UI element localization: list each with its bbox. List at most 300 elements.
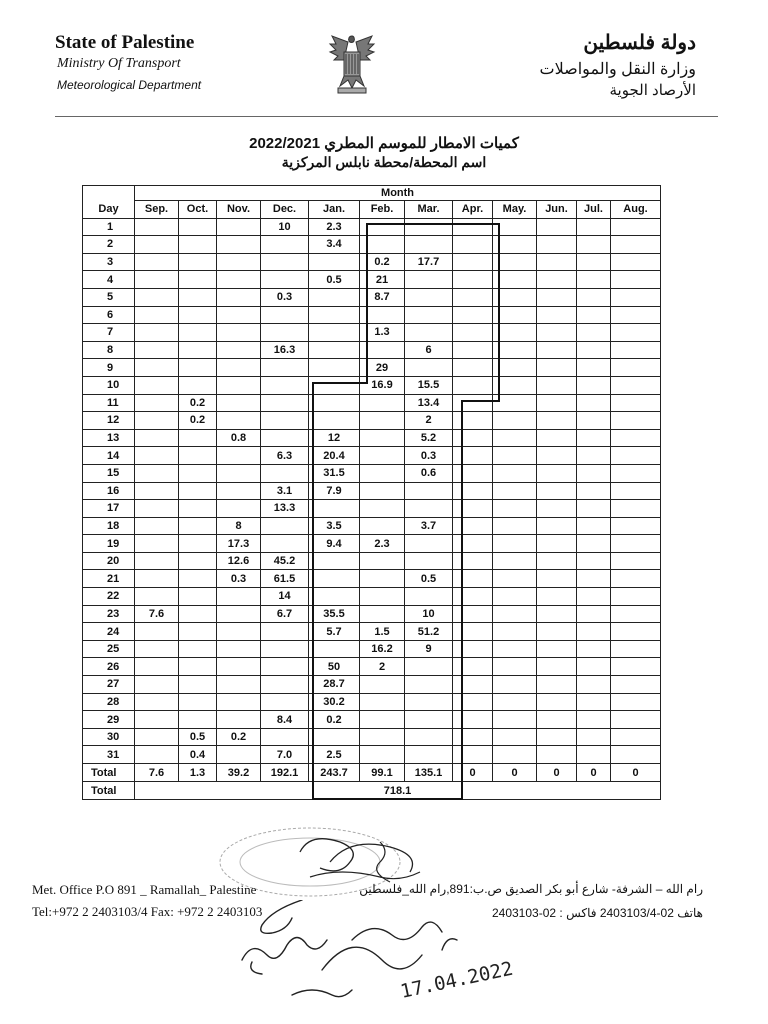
rainfall-cell bbox=[179, 623, 217, 641]
rainfall-cell bbox=[309, 412, 360, 430]
day-number-cell: 18 bbox=[83, 517, 135, 535]
rainfall-cell bbox=[405, 482, 453, 500]
rainfall-cell bbox=[179, 447, 217, 465]
rainfall-cell bbox=[179, 552, 217, 570]
table-row bbox=[83, 570, 661, 588]
rainfall-cell: 0.6 bbox=[405, 464, 453, 482]
rainfall-cell bbox=[261, 271, 309, 289]
rainfall-cell bbox=[405, 676, 453, 694]
rainfall-cell bbox=[135, 412, 179, 430]
month-header-oct: Oct. bbox=[179, 201, 217, 219]
rainfall-cell bbox=[179, 640, 217, 658]
rainfall-cell bbox=[537, 376, 577, 394]
rainfall-cell bbox=[135, 341, 179, 359]
rainfall-cell bbox=[493, 517, 537, 535]
rainfall-cell bbox=[493, 623, 537, 641]
rainfall-cell bbox=[493, 570, 537, 588]
rainfall-cell bbox=[179, 288, 217, 306]
monthly-total-cell: 0 bbox=[537, 764, 577, 782]
rainfall-cell bbox=[537, 517, 577, 535]
monthly-total-cell: 0 bbox=[493, 764, 537, 782]
table-row bbox=[83, 623, 661, 641]
rainfall-cell bbox=[309, 640, 360, 658]
rainfall-cell: 16.2 bbox=[360, 640, 405, 658]
day-number-cell: 2 bbox=[83, 236, 135, 254]
day-label: Day bbox=[83, 201, 135, 219]
rainfall-cell: 0.5 bbox=[405, 570, 453, 588]
table-row bbox=[83, 412, 661, 430]
rainfall-cell bbox=[493, 412, 537, 430]
rainfall-cell bbox=[135, 306, 179, 324]
rainfall-cell bbox=[453, 693, 493, 711]
rainfall-cell bbox=[577, 711, 611, 729]
rainfall-cell bbox=[135, 464, 179, 482]
rainfall-cell bbox=[577, 376, 611, 394]
rainfall-cell bbox=[309, 570, 360, 588]
rainfall-cell bbox=[577, 746, 611, 764]
rainfall-cell bbox=[405, 359, 453, 377]
rainfall-cell bbox=[453, 517, 493, 535]
rainfall-cell bbox=[453, 623, 493, 641]
table-row bbox=[83, 447, 661, 465]
month-header-row bbox=[83, 186, 661, 201]
rainfall-cell bbox=[135, 676, 179, 694]
rainfall-cell bbox=[217, 500, 261, 518]
rainfall-cell bbox=[261, 412, 309, 430]
rainfall-cell: 31.5 bbox=[309, 464, 360, 482]
rainfall-table bbox=[82, 185, 661, 800]
rainfall-cell bbox=[537, 359, 577, 377]
rainfall-cell bbox=[261, 324, 309, 342]
station-name: اسم المحطة/محطة نابلس المركزية bbox=[281, 154, 487, 170]
table-row bbox=[83, 429, 661, 447]
rainfall-cell: 14 bbox=[261, 588, 309, 606]
season-box-left-lower bbox=[312, 382, 314, 800]
rainfall-cell bbox=[611, 746, 661, 764]
rainfall-cell bbox=[577, 464, 611, 482]
rainfall-cell bbox=[360, 429, 405, 447]
table-row bbox=[83, 728, 661, 746]
rainfall-cell bbox=[217, 676, 261, 694]
rainfall-cell bbox=[135, 658, 179, 676]
rainfall-cell bbox=[217, 341, 261, 359]
rainfall-cell bbox=[453, 236, 493, 254]
rainfall-cell bbox=[611, 359, 661, 377]
rainfall-cell bbox=[577, 500, 611, 518]
rainfall-cell bbox=[493, 676, 537, 694]
rainfall-cell bbox=[261, 253, 309, 271]
rainfall-cell bbox=[611, 640, 661, 658]
rainfall-cell bbox=[537, 482, 577, 500]
rainfall-cell bbox=[453, 711, 493, 729]
rainfall-cell bbox=[261, 640, 309, 658]
month-header-jun: Jun. bbox=[537, 201, 577, 219]
rainfall-cell bbox=[611, 605, 661, 623]
rainfall-cell bbox=[493, 605, 537, 623]
table-row bbox=[83, 552, 661, 570]
day-number-cell: 1 bbox=[83, 218, 135, 236]
day-number-cell: 21 bbox=[83, 570, 135, 588]
month-header-nov: Nov. bbox=[217, 201, 261, 219]
rainfall-cell bbox=[453, 412, 493, 430]
rainfall-cell bbox=[217, 359, 261, 377]
rainfall-cell bbox=[261, 623, 309, 641]
rainfall-cell bbox=[537, 324, 577, 342]
rainfall-cell bbox=[405, 746, 453, 764]
rainfall-cell bbox=[577, 394, 611, 412]
rainfall-cell bbox=[405, 271, 453, 289]
month-header-jul: Jul. bbox=[577, 201, 611, 219]
rainfall-cell: 2 bbox=[405, 412, 453, 430]
rainfall-cell bbox=[217, 640, 261, 658]
rainfall-cell bbox=[537, 535, 577, 553]
rainfall-cell bbox=[611, 482, 661, 500]
table-row bbox=[83, 517, 661, 535]
rainfall-cell bbox=[537, 658, 577, 676]
monthly-total-cell: 135.1 bbox=[405, 764, 453, 782]
rainfall-cell bbox=[261, 535, 309, 553]
header-arabic bbox=[540, 30, 696, 99]
rainfall-cell bbox=[453, 324, 493, 342]
rainfall-cell bbox=[537, 288, 577, 306]
rainfall-cell bbox=[179, 588, 217, 606]
rainfall-cell bbox=[537, 271, 577, 289]
monthly-total-cell: 243.7 bbox=[309, 764, 360, 782]
rainfall-cell: 45.2 bbox=[261, 552, 309, 570]
rainfall-cell bbox=[577, 341, 611, 359]
office-address-en: Met. Office P.O 891 _ Ramallah_ Palestine bbox=[32, 882, 257, 897]
rainfall-cell bbox=[179, 253, 217, 271]
rainfall-cell bbox=[493, 658, 537, 676]
day-number-cell: 28 bbox=[83, 693, 135, 711]
month-header-feb: Feb. bbox=[360, 201, 405, 219]
rainfall-cell bbox=[135, 535, 179, 553]
document-title: كميات الامطار للموسم المطري 2022/2021 bbox=[249, 135, 519, 152]
rainfall-cell bbox=[217, 394, 261, 412]
rainfall-cell bbox=[537, 447, 577, 465]
rainfall-cell bbox=[537, 676, 577, 694]
rainfall-cell: 0.5 bbox=[179, 728, 217, 746]
rainfall-cell bbox=[217, 588, 261, 606]
rainfall-cell bbox=[493, 447, 537, 465]
rainfall-cell bbox=[611, 570, 661, 588]
table-row bbox=[83, 693, 661, 711]
month-header-apr: Apr. bbox=[453, 201, 493, 219]
rainfall-cell bbox=[135, 693, 179, 711]
rainfall-cell bbox=[179, 693, 217, 711]
rainfall-cell bbox=[537, 341, 577, 359]
rainfall-cell bbox=[453, 306, 493, 324]
rainfall-cell bbox=[493, 500, 537, 518]
rainfall-cell bbox=[217, 746, 261, 764]
rainfall-cell bbox=[309, 341, 360, 359]
rainfall-cell bbox=[611, 535, 661, 553]
eagle-emblem-icon bbox=[326, 30, 378, 96]
rainfall-cell bbox=[360, 711, 405, 729]
rainfall-cell: 3.1 bbox=[261, 482, 309, 500]
rainfall-cell bbox=[611, 464, 661, 482]
rainfall-cell bbox=[135, 253, 179, 271]
rainfall-cell bbox=[577, 693, 611, 711]
rainfall-cell bbox=[360, 500, 405, 518]
rainfall-cell bbox=[179, 711, 217, 729]
rainfall-cell bbox=[261, 236, 309, 254]
rainfall-cell bbox=[611, 552, 661, 570]
rainfall-cell bbox=[405, 288, 453, 306]
day-number-cell: 3 bbox=[83, 253, 135, 271]
rainfall-cell bbox=[611, 429, 661, 447]
rainfall-cell bbox=[405, 535, 453, 553]
rainfall-cell: 2.3 bbox=[360, 535, 405, 553]
table-row bbox=[83, 359, 661, 377]
day-number-cell: 24 bbox=[83, 623, 135, 641]
rainfall-cell bbox=[309, 394, 360, 412]
season-box-left-upper bbox=[366, 223, 368, 383]
rainfall-cell bbox=[577, 236, 611, 254]
rainfall-cell bbox=[360, 464, 405, 482]
day-number-cell: 7 bbox=[83, 324, 135, 342]
rainfall-cell bbox=[217, 447, 261, 465]
rainfall-cell bbox=[217, 376, 261, 394]
rainfall-cell bbox=[405, 728, 453, 746]
rainfall-cell bbox=[611, 658, 661, 676]
table-row bbox=[83, 218, 661, 236]
rainfall-cell bbox=[611, 288, 661, 306]
rainfall-cell bbox=[179, 676, 217, 694]
rainfall-cell bbox=[309, 306, 360, 324]
rainfall-cell bbox=[453, 288, 493, 306]
rainfall-cell bbox=[309, 588, 360, 606]
rainfall-cell bbox=[217, 658, 261, 676]
rainfall-cell bbox=[537, 728, 577, 746]
rainfall-cell: 29 bbox=[360, 359, 405, 377]
rainfall-cell bbox=[135, 236, 179, 254]
monthly-total-cell: 1.3 bbox=[179, 764, 217, 782]
table-row bbox=[83, 394, 661, 412]
table-row bbox=[83, 676, 661, 694]
rainfall-cell bbox=[405, 711, 453, 729]
rainfall-cell bbox=[493, 552, 537, 570]
rainfall-cell bbox=[360, 588, 405, 606]
rainfall-cell: 17.3 bbox=[217, 535, 261, 553]
rainfall-cell bbox=[261, 693, 309, 711]
rainfall-cell bbox=[493, 711, 537, 729]
season-box-step bbox=[462, 400, 500, 402]
rainfall-cell bbox=[611, 271, 661, 289]
monthly-totals-row bbox=[83, 764, 661, 782]
day-number-cell: 13 bbox=[83, 429, 135, 447]
rainfall-cell bbox=[453, 658, 493, 676]
monthly-total-cell: 0 bbox=[453, 764, 493, 782]
day-number-cell: 6 bbox=[83, 306, 135, 324]
table-row bbox=[83, 482, 661, 500]
rainfall-cell: 2 bbox=[360, 658, 405, 676]
table-row bbox=[83, 535, 661, 553]
day-number-cell: 20 bbox=[83, 552, 135, 570]
rainfall-cell bbox=[493, 482, 537, 500]
rainfall-cell bbox=[537, 588, 577, 606]
ministry-name-ar: وزارة النقل والمواصلات bbox=[539, 61, 696, 78]
table-row bbox=[83, 588, 661, 606]
day-number-cell: 8 bbox=[83, 341, 135, 359]
rainfall-cell: 1.5 bbox=[360, 623, 405, 641]
header-divider bbox=[55, 116, 718, 117]
rainfall-cell bbox=[577, 517, 611, 535]
rainfall-cell bbox=[577, 429, 611, 447]
rainfall-cell: 16.3 bbox=[261, 341, 309, 359]
rainfall-cell bbox=[537, 464, 577, 482]
table-row bbox=[83, 605, 661, 623]
monthly-total-cell: 0 bbox=[611, 764, 661, 782]
rainfall-cell bbox=[453, 640, 493, 658]
rainfall-cell bbox=[611, 218, 661, 236]
rainfall-cell bbox=[309, 288, 360, 306]
rainfall-cell bbox=[611, 447, 661, 465]
rainfall-cell bbox=[537, 429, 577, 447]
rainfall-cell bbox=[135, 728, 179, 746]
rainfall-cell bbox=[135, 640, 179, 658]
rainfall-cell: 17.7 bbox=[405, 253, 453, 271]
rainfall-cell bbox=[493, 746, 537, 764]
rainfall-cell bbox=[577, 482, 611, 500]
rainfall-cell bbox=[261, 517, 309, 535]
rainfall-cell bbox=[577, 447, 611, 465]
rainfall-cell bbox=[453, 218, 493, 236]
rainfall-cell bbox=[179, 306, 217, 324]
rainfall-cell bbox=[577, 728, 611, 746]
rainfall-cell: 7.9 bbox=[309, 482, 360, 500]
rainfall-cell bbox=[577, 359, 611, 377]
rainfall-cell bbox=[405, 324, 453, 342]
rainfall-cell bbox=[493, 429, 537, 447]
rainfall-cell bbox=[179, 482, 217, 500]
rainfall-cell bbox=[179, 236, 217, 254]
table-row bbox=[83, 288, 661, 306]
rainfall-cell: 3.7 bbox=[405, 517, 453, 535]
rainfall-cell bbox=[135, 570, 179, 588]
rainfall-cell: 0.5 bbox=[309, 271, 360, 289]
rainfall-cell bbox=[453, 588, 493, 606]
rainfall-cell bbox=[537, 412, 577, 430]
rainfall-cell bbox=[493, 464, 537, 482]
rainfall-cell bbox=[360, 728, 405, 746]
rainfall-cell bbox=[405, 218, 453, 236]
rainfall-cell bbox=[217, 605, 261, 623]
rainfall-cell bbox=[611, 412, 661, 430]
rainfall-cell bbox=[217, 623, 261, 641]
rainfall-cell bbox=[405, 500, 453, 518]
rainfall-cell bbox=[577, 605, 611, 623]
department-name-ar: الأرصاد الجوية bbox=[609, 82, 696, 99]
grand-total-value: 718.1 bbox=[135, 782, 661, 800]
rainfall-cell bbox=[537, 693, 577, 711]
day-number-cell: 11 bbox=[83, 394, 135, 412]
rainfall-cell bbox=[135, 376, 179, 394]
rainfall-cell bbox=[135, 746, 179, 764]
rainfall-cell: 16.9 bbox=[360, 376, 405, 394]
rainfall-cell bbox=[217, 236, 261, 254]
month-names-row bbox=[83, 201, 661, 219]
rainfall-cell bbox=[179, 517, 217, 535]
rainfall-cell bbox=[261, 359, 309, 377]
rainfall-cell bbox=[611, 394, 661, 412]
day-number-cell: 17 bbox=[83, 500, 135, 518]
rainfall-cell bbox=[453, 535, 493, 553]
rainfall-cell bbox=[179, 341, 217, 359]
rainfall-cell bbox=[135, 324, 179, 342]
day-number-cell: 23 bbox=[83, 605, 135, 623]
rainfall-cell bbox=[577, 535, 611, 553]
table-row bbox=[83, 711, 661, 729]
day-number-cell: 25 bbox=[83, 640, 135, 658]
rainfall-cell: 7.0 bbox=[261, 746, 309, 764]
monthly-total-cell: 0 bbox=[577, 764, 611, 782]
rainfall-cell bbox=[537, 570, 577, 588]
rainfall-cell bbox=[577, 412, 611, 430]
rainfall-cell: 0.3 bbox=[217, 570, 261, 588]
day-number-cell: 19 bbox=[83, 535, 135, 553]
rainfall-cell: 2.3 bbox=[309, 218, 360, 236]
rainfall-cell bbox=[135, 447, 179, 465]
rainfall-cell bbox=[537, 236, 577, 254]
rainfall-cell bbox=[217, 218, 261, 236]
rainfall-cell bbox=[611, 324, 661, 342]
season-box-bottom bbox=[312, 798, 463, 800]
rainfall-cell bbox=[405, 552, 453, 570]
table-row bbox=[83, 376, 661, 394]
rainfall-cell bbox=[135, 271, 179, 289]
rainfall-cell: 35.5 bbox=[309, 605, 360, 623]
rainfall-cell bbox=[453, 394, 493, 412]
rainfall-cell bbox=[179, 500, 217, 518]
rainfall-cell bbox=[611, 728, 661, 746]
rainfall-cell bbox=[360, 517, 405, 535]
rainfall-cell: 51.2 bbox=[405, 623, 453, 641]
rainfall-cell bbox=[179, 658, 217, 676]
rainfall-cell bbox=[453, 728, 493, 746]
rainfall-cell bbox=[309, 728, 360, 746]
season-box-top bbox=[367, 223, 500, 225]
rainfall-cell bbox=[453, 552, 493, 570]
monthly-total-cell: 99.1 bbox=[360, 764, 405, 782]
monthly-total-cell: 192.1 bbox=[261, 764, 309, 782]
rainfall-cell bbox=[493, 728, 537, 746]
rainfall-cell: 9 bbox=[405, 640, 453, 658]
rainfall-cell bbox=[453, 447, 493, 465]
rainfall-cell bbox=[179, 605, 217, 623]
rainfall-cell bbox=[537, 218, 577, 236]
rainfall-cell bbox=[261, 658, 309, 676]
rainfall-cell bbox=[309, 552, 360, 570]
day-number-cell: 16 bbox=[83, 482, 135, 500]
rainfall-cell bbox=[135, 500, 179, 518]
season-box-left-step bbox=[312, 382, 368, 384]
day-number-cell: 15 bbox=[83, 464, 135, 482]
table-row bbox=[83, 658, 661, 676]
rainfall-cell bbox=[261, 464, 309, 482]
rainfall-cell bbox=[577, 218, 611, 236]
rainfall-cell bbox=[309, 253, 360, 271]
rainfall-cell: 5.7 bbox=[309, 623, 360, 641]
rainfall-cell bbox=[135, 218, 179, 236]
table-row bbox=[83, 324, 661, 342]
grand-total-label: Total bbox=[83, 782, 135, 800]
day-number-cell: 22 bbox=[83, 588, 135, 606]
rainfall-cell bbox=[135, 482, 179, 500]
rainfall-cell bbox=[179, 570, 217, 588]
rainfall-cell bbox=[217, 464, 261, 482]
rainfall-cell bbox=[135, 711, 179, 729]
